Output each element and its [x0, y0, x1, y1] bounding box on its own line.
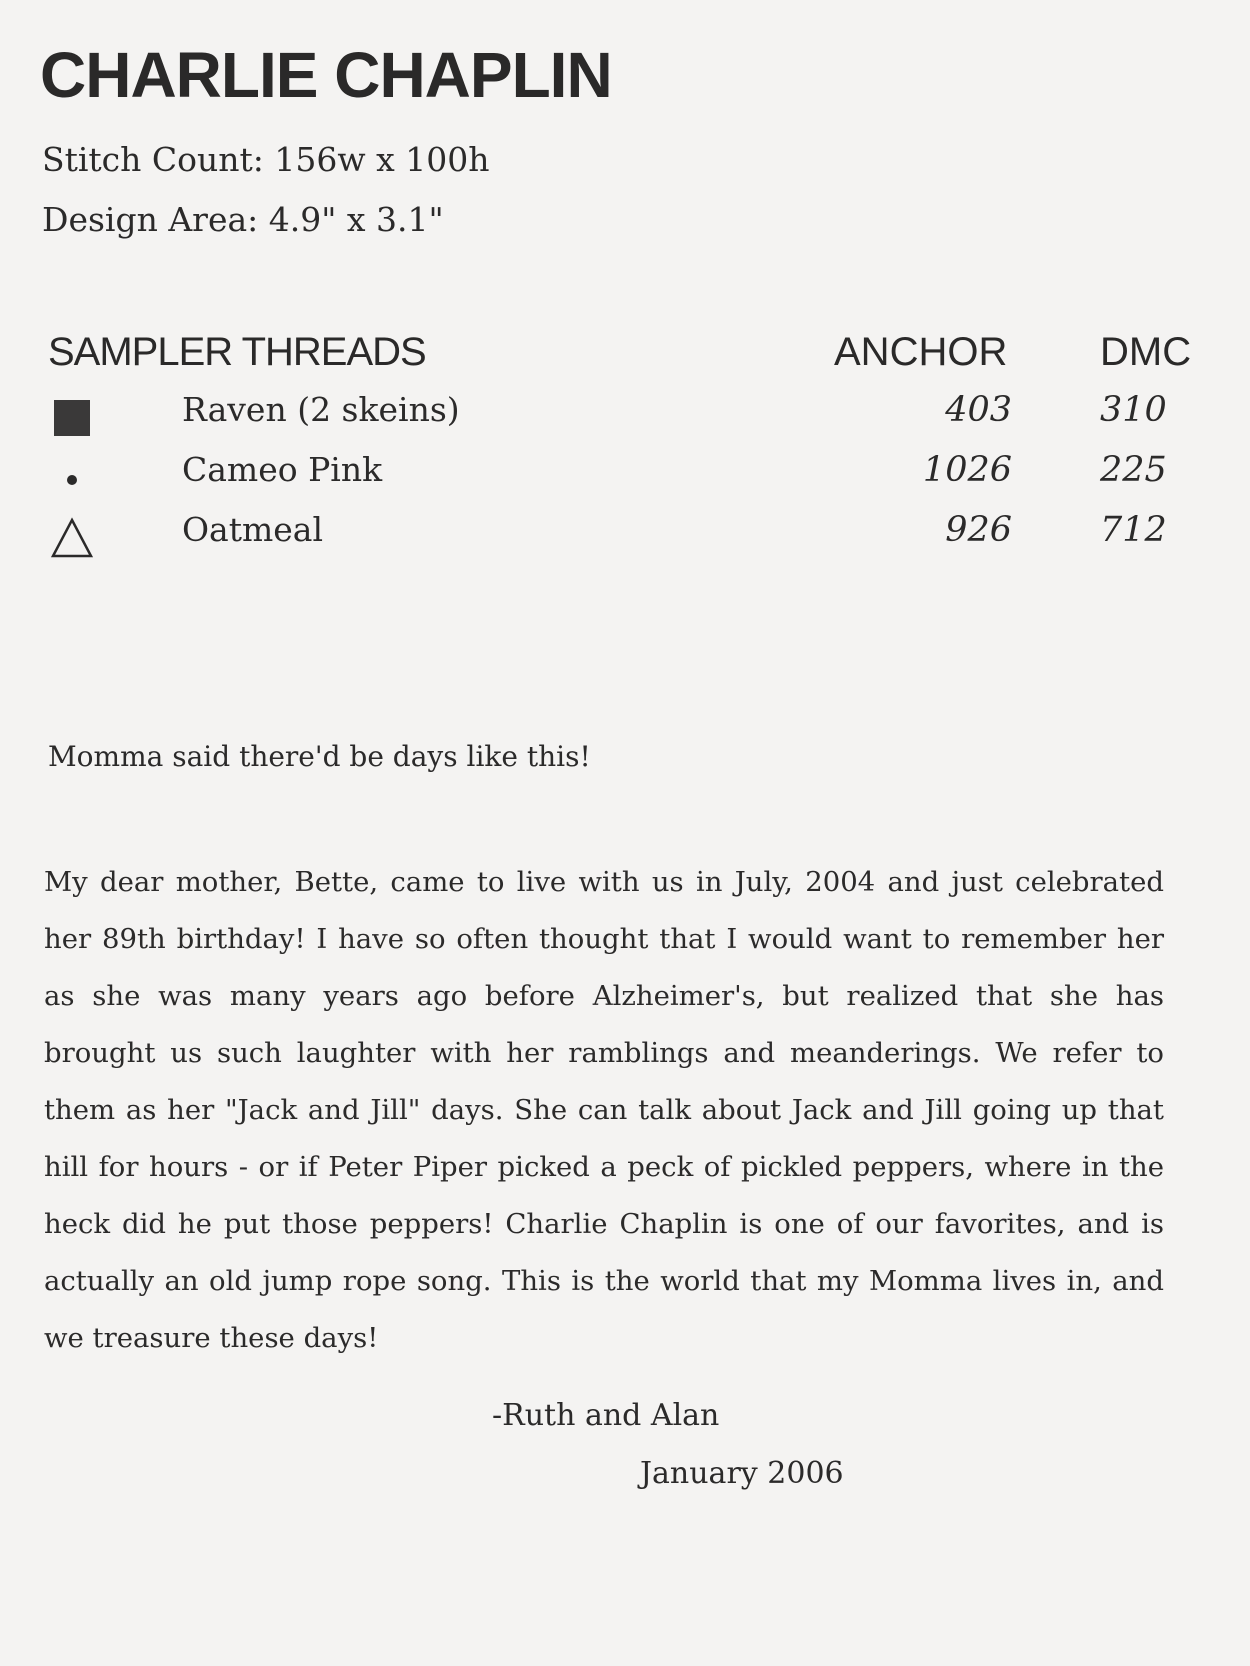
- thread-row: [48, 386, 1218, 446]
- thread-table: [48, 330, 1218, 566]
- design-area: Design Area: 4.9" x 3.1": [42, 200, 444, 239]
- anchor-number: 403: [945, 390, 1012, 430]
- thread-name: Raven (2 skeins): [182, 390, 460, 429]
- anchor-column-header: ANCHOR: [834, 330, 1008, 374]
- filled-square-icon: [48, 394, 96, 442]
- thread-row: [48, 446, 1218, 506]
- story-paragraph: My dear mother, Bette, came to live with us in July, 2004 and just celebrated her 89th birthday! I have so often thought that I would want to remember her as she was many years ago before Alzheimer's, but realized that she has brought us such laughter with her ramblings and meanderings. We refer to them as her "Jack and Jill" days. She can talk about Jack and Jill going up that hill for hours - or if Peter Piper picked a peck of pickled peppers, where in the heck did he put those peppers! Charlie Chaplin is one of our favorites, and is actually an old jump rope song. This is the world that my Momma lives in, and we treasure these days!: [44, 866, 1164, 1354]
- stitch-count: Stitch Count: 156w x 100h: [42, 140, 490, 179]
- triangle-outline-icon: [48, 514, 96, 562]
- anchor-number: 1026: [922, 450, 1012, 490]
- page-title: CHARLIE CHAPLIN: [40, 39, 612, 111]
- signature: -Ruth and Alan: [492, 1398, 720, 1433]
- dmc-column-header: DMC: [1100, 330, 1192, 374]
- anchor-number: 926: [945, 510, 1012, 550]
- dot-icon: [48, 454, 96, 502]
- section-title: SAMPLER THREADS: [48, 330, 426, 374]
- dmc-number: 310: [1100, 390, 1167, 430]
- date: January 2006: [640, 1456, 844, 1491]
- dmc-number: 225: [1100, 450, 1167, 490]
- thread-row: [48, 506, 1218, 566]
- dmc-number: 712: [1100, 510, 1167, 550]
- thread-table-header: [48, 330, 1218, 386]
- thread-name: Oatmeal: [182, 510, 324, 549]
- lead-quote: Momma said there'd be days like this!: [48, 740, 591, 773]
- thread-name: Cameo Pink: [182, 450, 383, 489]
